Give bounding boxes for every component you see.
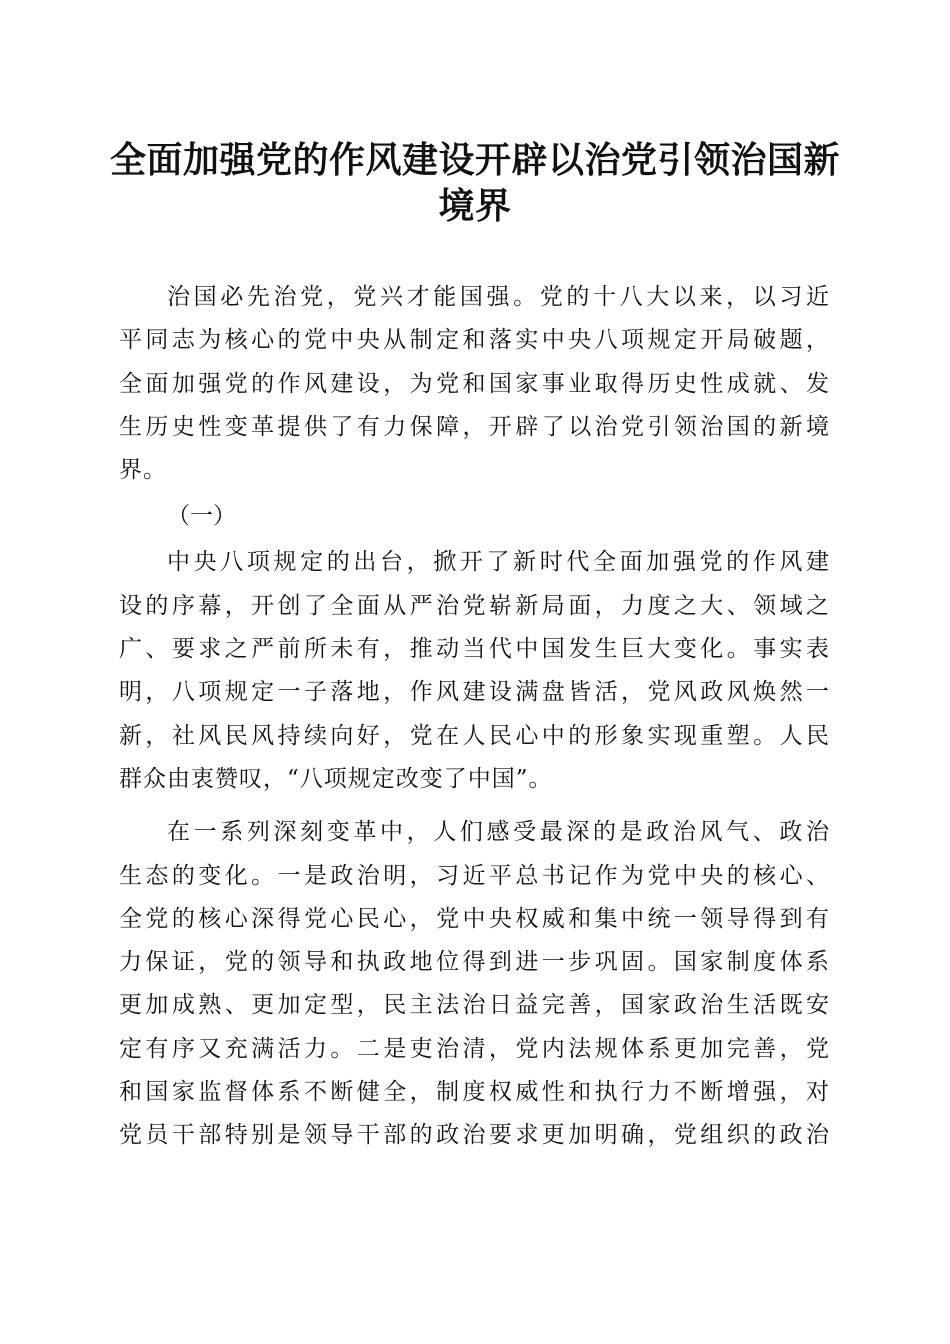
- title-line-2: 境界: [438, 185, 512, 227]
- text-line: 广、要求之严前所未有，推动当代中国发生巨大变化。事实表: [119, 636, 829, 663]
- document-body: [119, 276, 829, 1158]
- text-line: 群众由衷赞叹，“八项规定改变了中国”。: [119, 765, 553, 792]
- text-line: 平同志为核心的党中央从制定和落实中央八项规定开局破题，: [119, 327, 829, 354]
- paragraph-3: [119, 811, 829, 1157]
- text-line: 定有序又充满活力。二是吏治清，党内法规体系更加完善，党: [119, 1035, 829, 1062]
- text-line: 生历史性变革提供了有力保障，开辟了以治党引领治国的新境: [119, 413, 829, 440]
- text-line: 和国家监督体系不断健全，制度权威性和执行力不断增强，对: [119, 1079, 829, 1106]
- text-line: 全党的核心深得党心民心，党中央权威和集中统一领导得到有: [119, 905, 829, 932]
- document-title: [100, 137, 850, 229]
- text-line: 治国必先治党，党兴才能国强。党的十八大以来，以习近: [167, 284, 829, 310]
- text-line: 在一系列深刻变革中，人们感受最深的是政治风气、政治: [167, 819, 829, 846]
- text-line: 中央八项规定的出台，掀开了新时代全面加强党的作风建: [167, 549, 829, 576]
- paragraph-2: [119, 541, 829, 801]
- text-line: 界。: [119, 457, 167, 484]
- paragraph-1: [119, 276, 829, 492]
- text-line: 生态的变化。一是政治明，习近平总书记作为党中央的核心、: [119, 862, 829, 889]
- text-line: 新，社风民风持续向好，党在人民心中的形象实现重塑。人民: [119, 722, 829, 749]
- text-line: 设的序幕，开创了全面从严治党崭新局面，力度之大、领域之: [119, 592, 829, 619]
- text-line: 力保证，党的领导和执政地位得到进一步巩固。国家制度体系: [119, 949, 829, 976]
- text-line: 明，八项规定一子落地，作风建设满盘皆活，党风政风焕然一: [119, 679, 829, 706]
- text-line: 党员干部特别是领导干部的政治要求更加明确，党组织的政治: [119, 1122, 829, 1149]
- section-heading: （一）: [167, 503, 236, 530]
- text-line: 全面加强党的作风建设，为党和国家事业取得历史性成就、发: [119, 370, 829, 397]
- text-line: 更加成熟、更加定型，民主法治日益完善，国家政治生活既安: [119, 992, 829, 1019]
- title-line-1: 全面加强党的作风建设开辟以治党引领治国新: [109, 139, 840, 181]
